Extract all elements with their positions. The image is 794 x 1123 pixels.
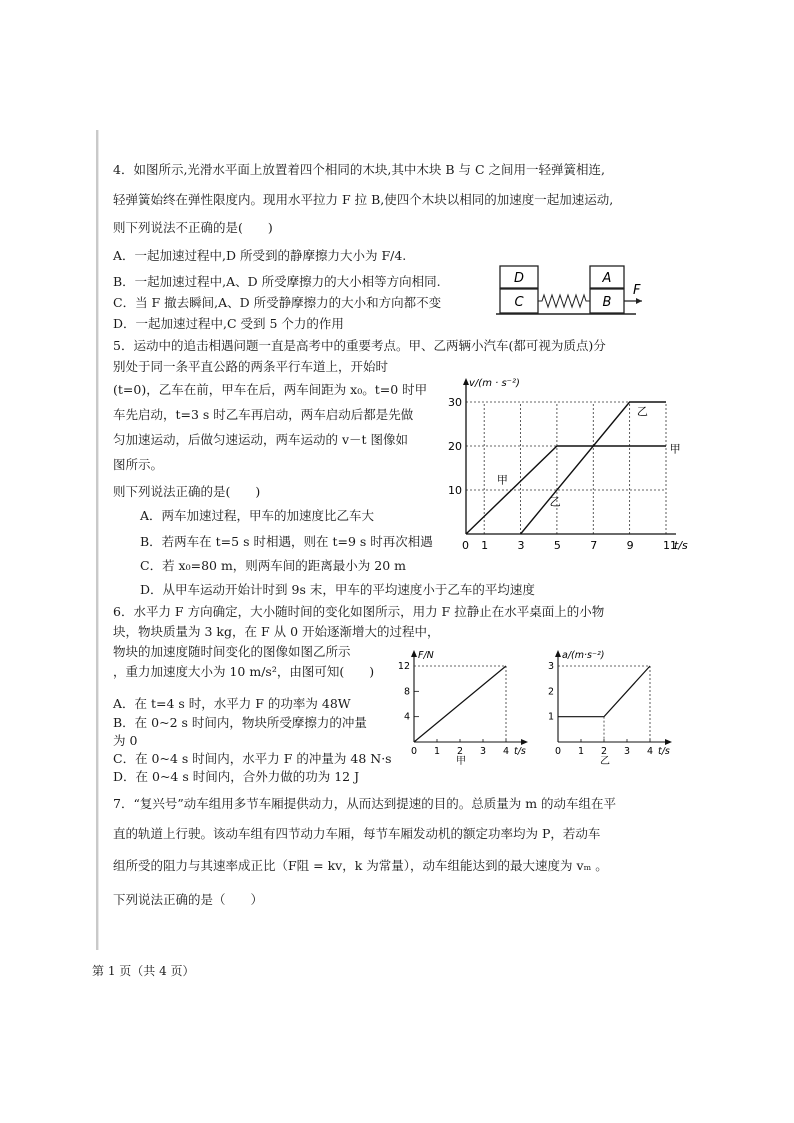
q6-option-d: D．在 0~4 s 时间内，合外力做的功为 12 J: [113, 769, 360, 784]
q4-stem-3: 则下列说法不正确的是( ): [113, 220, 273, 235]
x-tick-label: 0: [411, 746, 418, 757]
y-axis-arrow: [411, 650, 417, 657]
y-tick-label: 2: [547, 686, 554, 698]
x-tick-label: 1: [481, 539, 489, 552]
q7-line-2: 直的轨道上行驶。该动车组有四节动力车厢，每节车厢发动机的额定功率均为 P，若动车: [113, 826, 601, 841]
x-tick-label: 0: [462, 539, 469, 552]
y-tick-label: 4: [403, 711, 410, 723]
q4-option-b: B．一起加速过程中,A、D 所受摩擦力的大小相等方向相同.: [113, 274, 441, 289]
spring: [538, 295, 590, 307]
x-axis-arrow: [665, 739, 672, 745]
q6-line-4: ，重力加速度大小为 10 m/s²，由图可知( ): [113, 664, 375, 679]
q4-option-a: A．一起加速过程中,D 所受到的静摩擦力大小为 F/4.: [113, 248, 407, 263]
q7-line-4: 下列说法正确的是（ ）: [113, 892, 264, 907]
q5-line-4: 车先启动，t=3 s 时乙车再启动，两车启动后都是先做: [113, 407, 414, 422]
scan-edge-light: [98, 130, 99, 950]
q4-stem-1: 4．如图所示,光滑水平面上放置着四个相同的木块,其中木块 B 与 C 之间用一轻弹簧相连,: [113, 162, 606, 177]
x-tick-label: 2: [457, 746, 464, 757]
x-axis-label: t/s: [674, 539, 688, 552]
q5-line-2: 别处于同一条平直公路的两条平行车道上，开始时: [113, 359, 389, 374]
q6-option-b-1: B．在 0~2 s 时间内，物块所受摩擦力的冲量: [113, 715, 367, 730]
x-tick-label: 11: [663, 539, 677, 552]
q5-line-3: (t=0)，乙车在前，甲车在后，两车间距为 x₀。t=0 时甲: [113, 382, 428, 397]
q5-line-6: 图所示。: [113, 457, 164, 472]
label-c: C: [514, 295, 524, 310]
y-tick-label: 30: [448, 396, 462, 409]
q7-line-3: 组所受的阻力与其速率成正比（F阻 = kv，k 为常量），动车组能达到的最大速度为 vₘ 。: [113, 858, 608, 873]
q6-acceleration-chart: [536, 646, 688, 767]
q6-line-1: 6．水平力 F 方向确定，大小随时间的变化如图所示，用力 F 拉静止在水平桌面上的小物: [113, 604, 605, 619]
q5-line-7: 则下列说法正确的是( ): [113, 484, 261, 499]
q5-option-b: B．若两车在 t=5 s 时相遇，则在 t=9 s 时再次相遇: [140, 534, 433, 549]
q7-line-1: 7．“复兴号”动车组用多节车厢提供动力，从而达到提速的目的。总质量为 m 的动车组在平: [113, 796, 617, 811]
q6-force-chart: [392, 646, 544, 767]
x-tick-label: 9: [626, 539, 634, 552]
label-jia-on-line: 甲: [496, 473, 508, 487]
q4-option-c: C．当 F 撤去瞬间,A、D 所受静摩擦力的大小和方向都不变: [113, 295, 442, 310]
x-tick-label: 4: [647, 746, 654, 757]
x-tick-label: 1: [578, 746, 585, 757]
label-f: F: [633, 283, 641, 298]
x-axis-label: t/s: [658, 746, 670, 757]
chart-caption: 乙: [600, 756, 610, 767]
y-axis-arrow: [555, 650, 561, 657]
y-tick-label: 12: [397, 661, 410, 672]
y-tick-label: 1: [547, 711, 554, 723]
x-tick-label: 7: [590, 539, 598, 552]
label-b: B: [602, 295, 612, 310]
series-line: [558, 666, 650, 717]
x-axis-label: t/s: [514, 746, 526, 757]
y-tick-label: 3: [547, 661, 554, 672]
x-tick-label: 0: [555, 746, 562, 757]
x-tick-label: 4: [503, 746, 510, 757]
x-tick-label: 2: [601, 746, 608, 757]
q5-vt-chart: [448, 376, 688, 558]
q5-line-1: 5．运动中的追击相遇问题一直是高考中的重要考点。甲、乙两辆小汽车(都可视为质点)分: [113, 338, 606, 353]
chart-caption: 甲: [456, 756, 466, 767]
q6-option-c: C．在 0~4 s 时间内，水平力 F 的冲量为 48 N·s: [113, 751, 392, 766]
q6-line-2: 块，物块质量为 3 kg，在 F 从 0 开始逐渐增大的过程中，: [113, 624, 440, 639]
label-d: D: [513, 271, 525, 286]
y-axis-label: F/N: [418, 650, 434, 661]
y-tick-label: 20: [448, 440, 462, 453]
series-line: [414, 666, 506, 742]
x-axis-arrow: [521, 739, 528, 745]
q6-option-b-2: 为 0: [113, 733, 138, 748]
x-tick-label: 3: [517, 539, 525, 552]
q5-option-a: A．两车加速过程，甲车的加速度比乙车大: [140, 508, 375, 523]
q6-option-a: A．在 t=4 s 时，水平力 F 的功率为 48W: [113, 696, 351, 711]
x-tick-label: 5: [553, 539, 561, 552]
q5-option-c: C．若 x₀=80 m，则两车间的距离最小为 20 m: [140, 558, 407, 573]
y-axis-label: v/(m · s⁻²): [469, 378, 520, 389]
y-axis-label: a/(m·s⁻²): [562, 650, 605, 661]
q5-line-5: 匀加速运动，后做匀速运动，两车运动的 v－t 图像如: [113, 432, 409, 447]
y-tick-label: 8: [403, 686, 410, 698]
q4-stem-2: 轻弹簧始终在弹性限度内。现用水平拉力 F 拉 B,使四个木块以相同的加速度一起加速运动,: [113, 192, 614, 207]
x-tick-label: 3: [480, 746, 487, 757]
label-yi-end: 乙: [636, 405, 648, 419]
label-jia-end: 甲: [669, 442, 681, 456]
x-tick-label: 1: [434, 746, 441, 757]
q5-option-d: D．从甲车运动开始计时到 9s 末，甲车的平均速度小于乙车的平均速度: [140, 582, 535, 597]
q4-block-diagram: [494, 262, 654, 322]
label-yi-on-line: 乙: [549, 495, 561, 509]
q6-line-3: 物块的加速度随时间变化的图像如图乙所示: [113, 644, 351, 659]
q4-option-d: D．一起加速过程中,C 受到 5 个力的作用: [113, 316, 344, 331]
y-tick-label: 10: [448, 484, 462, 497]
x-tick-label: 3: [624, 746, 631, 757]
page-footer: 第 1 页（共 4 页）: [92, 964, 195, 978]
label-a: A: [602, 271, 612, 286]
